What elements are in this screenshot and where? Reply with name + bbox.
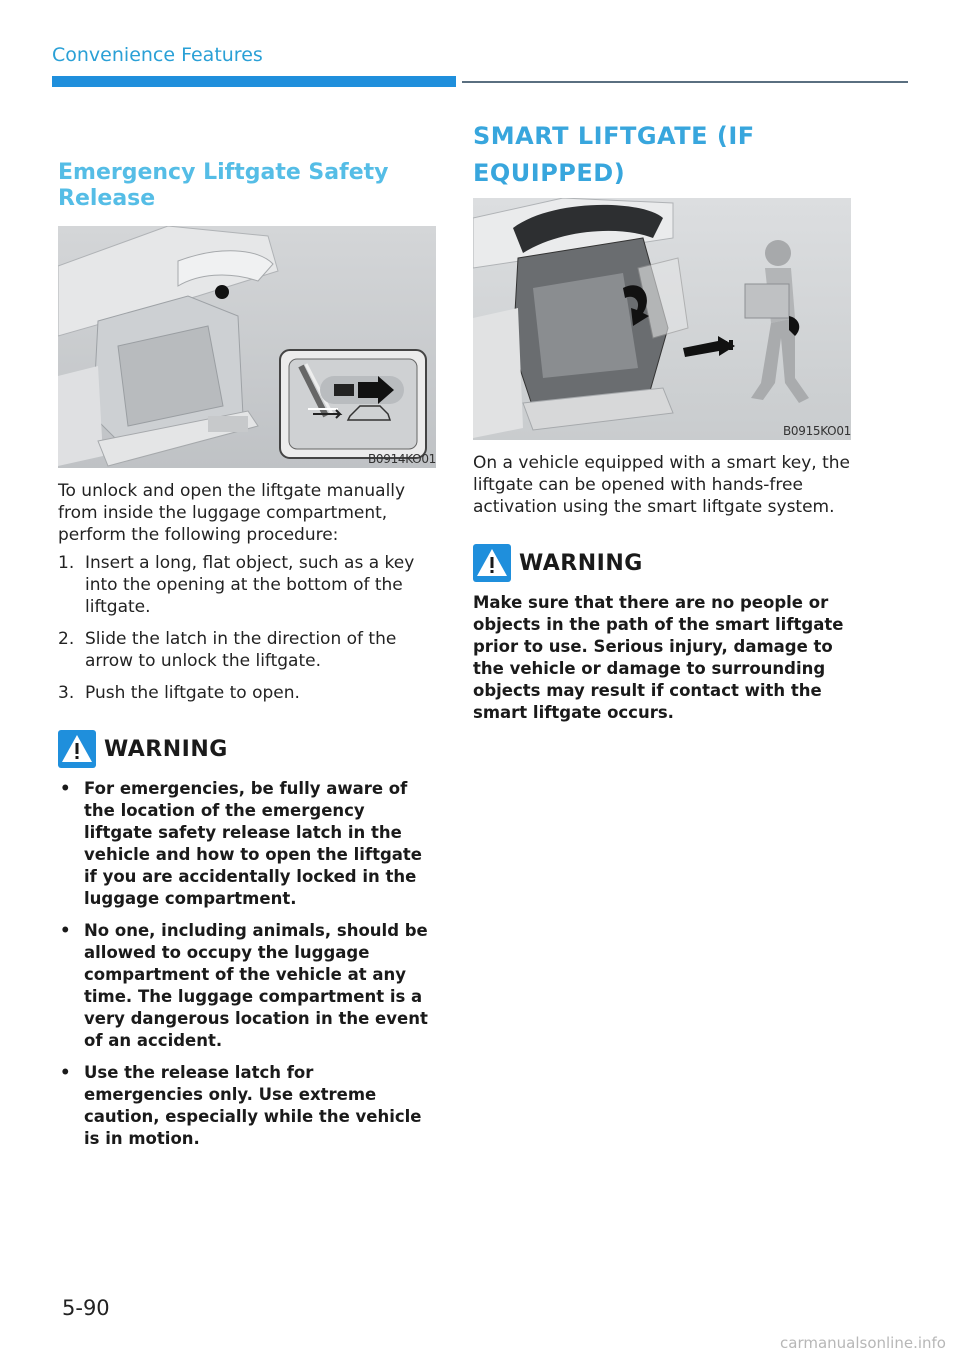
step-text: Slide the latch in the direction of the arrow to unlock the liftgate.: [85, 629, 397, 671]
left-column: [58, 160, 436, 1160]
warning-triangle-icon: [58, 730, 96, 768]
step-item: [58, 628, 436, 672]
warning-list: [58, 778, 436, 1150]
smart-liftgate-illustration: [473, 198, 851, 440]
figure-smart-liftgate: [473, 198, 851, 440]
section-title-line: EQUIPPED): [473, 159, 626, 187]
right-column: [473, 118, 851, 724]
step-item: [58, 682, 436, 704]
step-number: 3.: [58, 683, 75, 703]
step-text: Push the liftgate to open.: [85, 683, 300, 703]
step-text: Insert a long, flat object, such as a key into the opening at the bottom of the liftgate.: [85, 553, 415, 617]
section-title-smart-liftgate: [473, 118, 851, 192]
warning-item: • Use the release latch for emergencies only. Use extreme caution, especially while the vehicle is in motion.: [58, 1062, 436, 1150]
section-title-emergency-release: Emergency Liftgate Safety Release: [58, 160, 389, 211]
figure-code: B0914KO01: [368, 452, 436, 466]
step-item: [58, 552, 436, 618]
warning-text: Make sure that there are no people or objects in the path of the smart liftgate prior to use. Serious injury, damage to the vehicle or damage to surrounding objects may result if contact with the smart liftgate occurs.: [473, 593, 844, 722]
warning-label: WARNING: [519, 550, 643, 576]
step-number: 2.: [58, 629, 75, 649]
page-number: 5-90: [62, 1296, 110, 1320]
step-number: 1.: [58, 553, 75, 573]
procedure-intro: To unlock and open the liftgate manually from inside the luggage compartment, perform the following procedure:: [58, 481, 406, 545]
header-rule: [462, 81, 908, 83]
figure-emergency-release: [58, 226, 436, 468]
smart-liftgate-intro: On a vehicle equipped with a smart key, the liftgate can be opened with hands-free activation using the smart liftgate system.: [473, 453, 850, 517]
warning-header: [473, 544, 851, 582]
watermark: carmanualsonline.info: [780, 1334, 946, 1352]
warning-header: [58, 730, 436, 768]
warning-triangle-icon: [473, 544, 511, 582]
figure-code: B0915KO01: [783, 424, 851, 438]
liftgate-interior-illustration: [58, 226, 436, 468]
warning-item: • For emergencies, be fully aware of the location of the emergency liftgate safety release latch in the vehicle and how to open the liftgate if you are accidentally locked in the luggage compartment.: [58, 778, 436, 910]
warning-item: • No one, including animals, should be allowed to occupy the luggage compartment of the vehicle at any time. The luggage compartment is a very dangerous location in the event of an accident.: [58, 920, 436, 1052]
chapter-title: Convenience Features: [52, 44, 263, 66]
procedure-steps: [58, 552, 436, 704]
section-title-line: SMART LIFTGATE (IF: [473, 122, 755, 150]
header-accent-bar: [52, 76, 456, 87]
warning-label: WARNING: [104, 736, 228, 762]
